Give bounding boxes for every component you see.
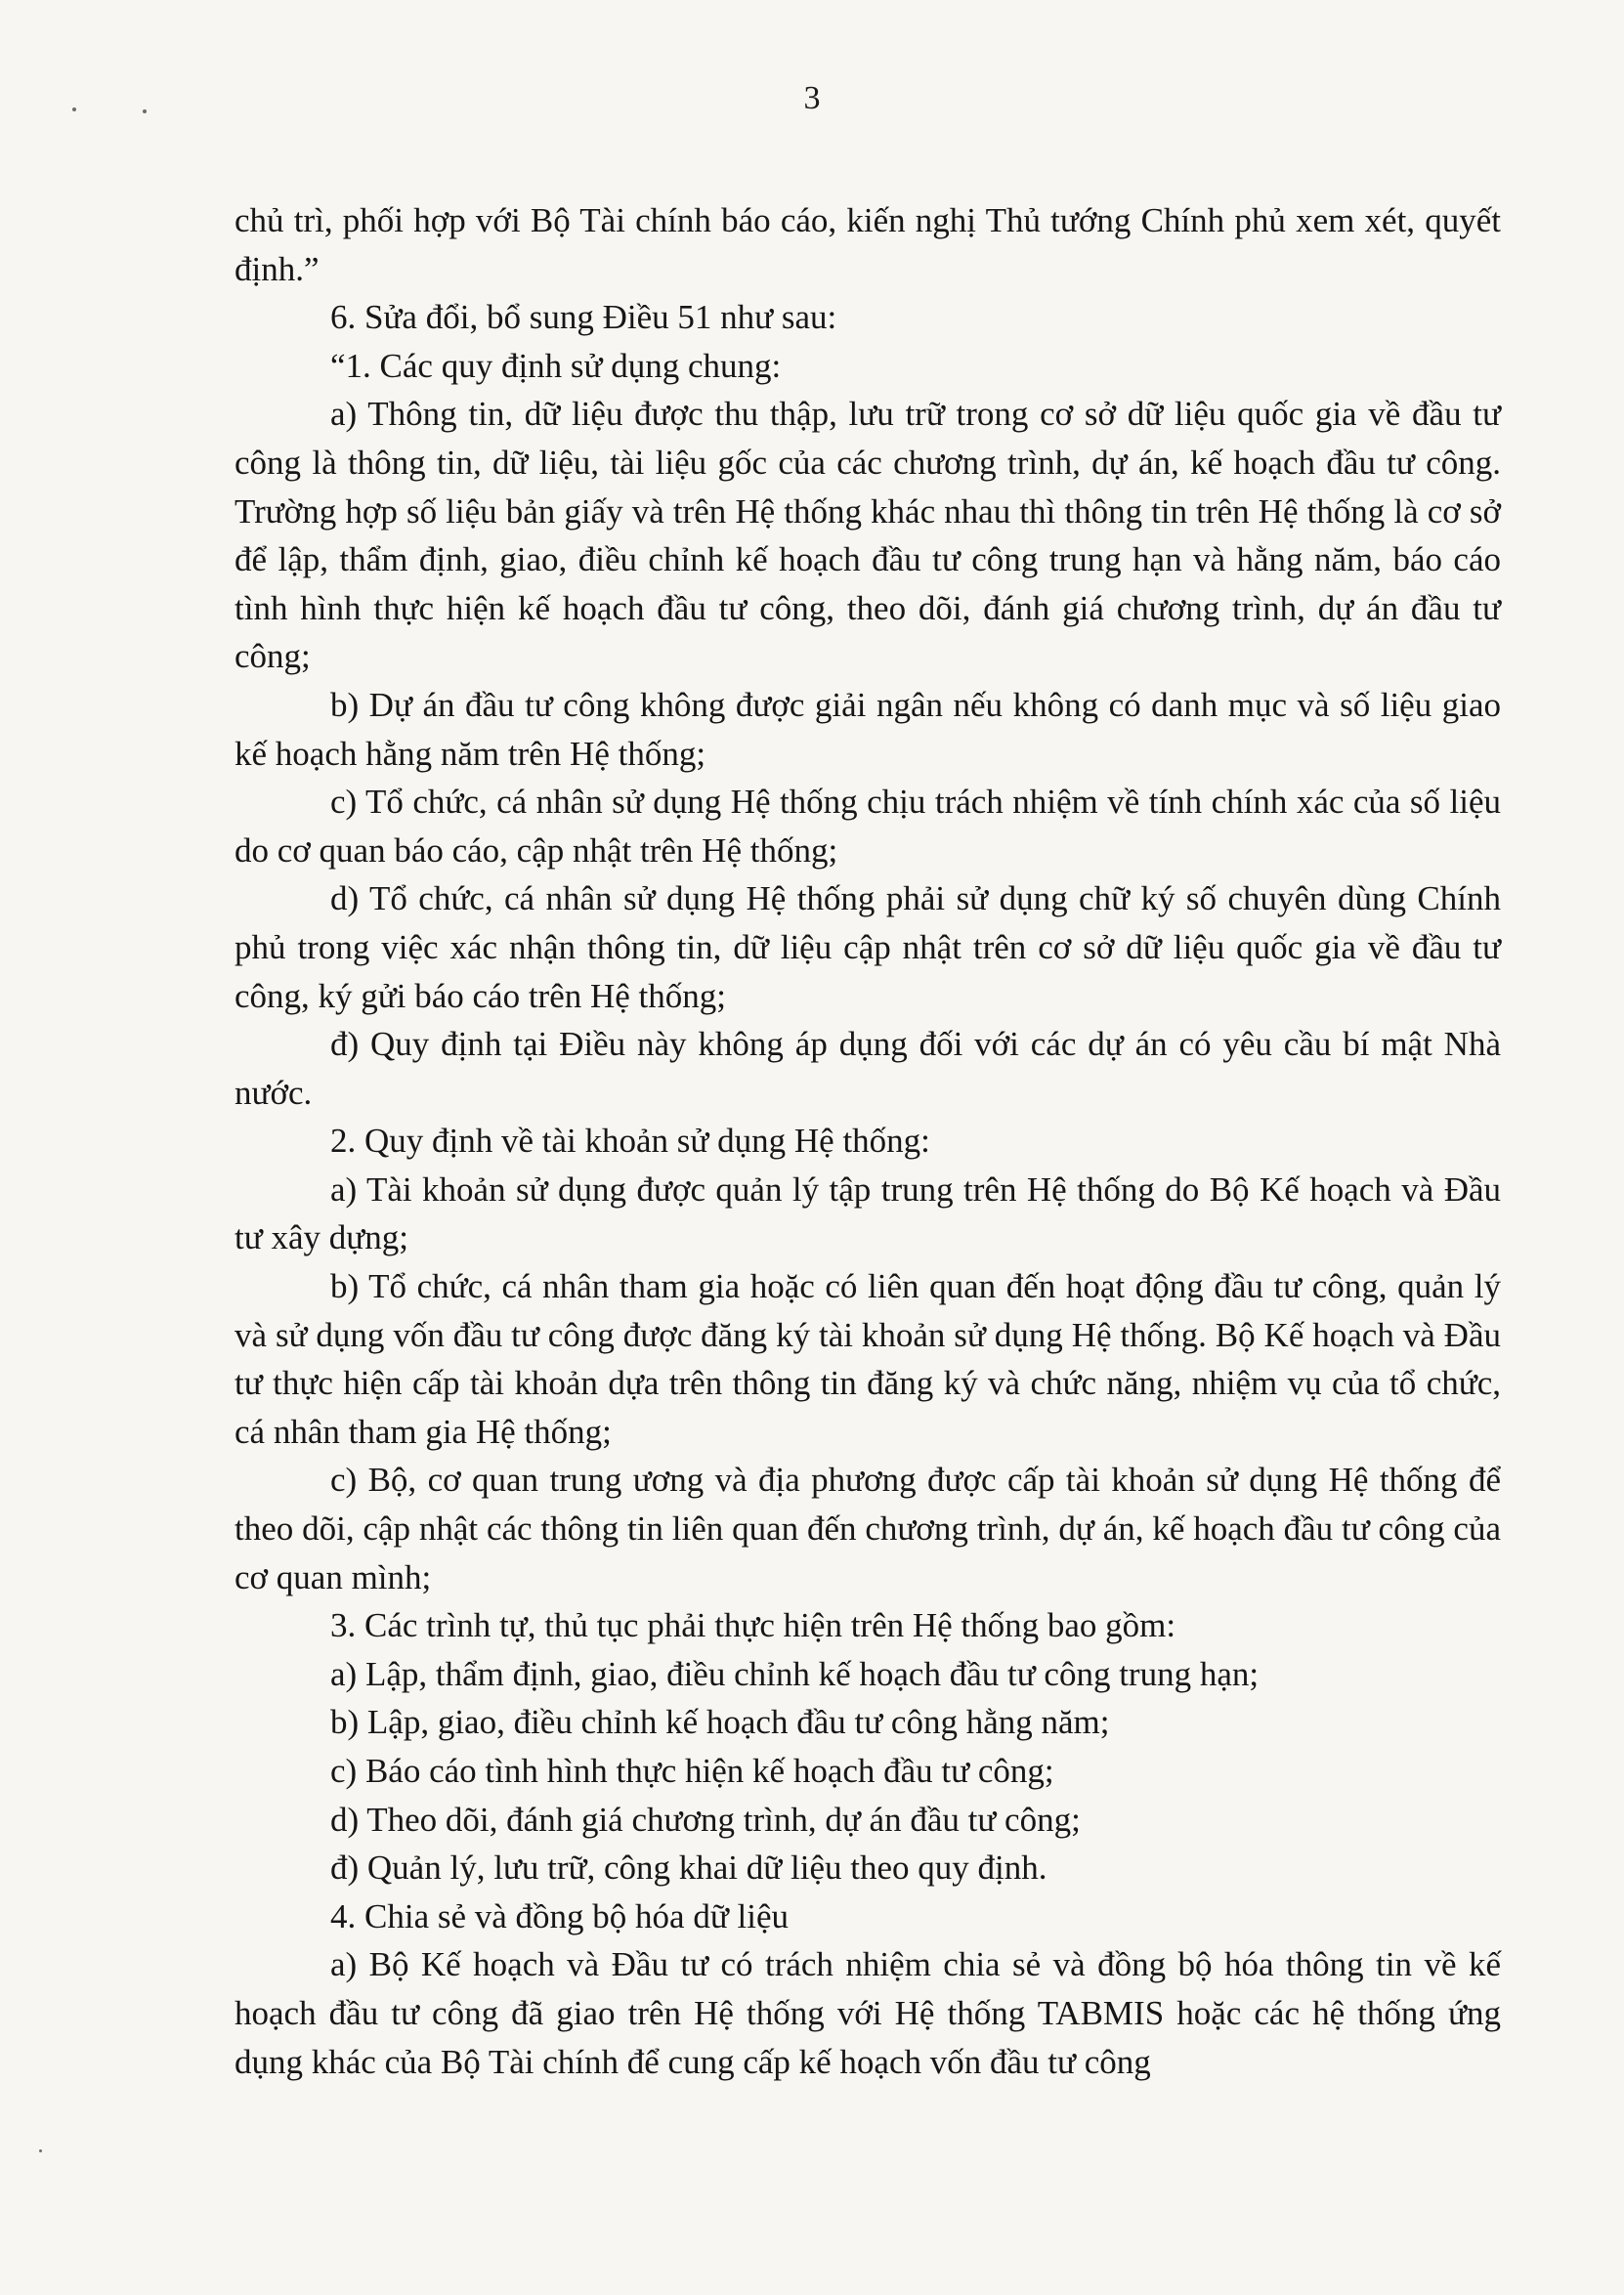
paragraph: d) Theo dõi, đánh giá chương trình, dự án đầu tư công; bbox=[330, 1800, 1081, 1839]
paragraph: chủ trì, phối hợp với Bộ Tài chính báo cáo, kiến nghị Thủ tướng Chính phủ xem xét, quyết định.” bbox=[235, 201, 1501, 288]
paragraph: 6. Sửa đổi, bổ sung Điều 51 như sau: bbox=[330, 298, 837, 337]
paragraph: b) Dự án đầu tư công không được giải ngân nếu không có danh mục và số liệu giao kế hoạch hằng năm trên Hệ thống; bbox=[235, 685, 1501, 773]
document-body bbox=[235, 196, 1501, 2086]
paragraph: c) Bộ, cơ quan trung ương và địa phương được cấp tài khoản sử dụng Hệ thống để theo dõi, cập nhật các thông tin liên quan đến chương trình, dự án, kế hoạch đầu tư công của cơ quan mình; bbox=[235, 1461, 1501, 1596]
scan-speck bbox=[39, 2149, 42, 2152]
paragraph: a) Thông tin, dữ liệu được thu thập, lưu trữ trong cơ sở dữ liệu quốc gia về đầu tư công là thông tin, dữ liệu, tài liệu gốc của các chương trình, dự án, kế hoạch đầu tư công. Trường hợp số liệu bản giấy và trên Hệ thống khác nhau thì thông tin trên Hệ thống là cơ sở để lập, thẩm định, giao, điều chỉnh kế hoạch đầu tư công trung hạn và hằng năm, báo cáo tình hình thực hiện kế hoạch đầu tư công, theo dõi, đánh giá chương trình, dự án đầu tư công; bbox=[235, 395, 1501, 676]
paragraph: c) Tổ chức, cá nhân sử dụng Hệ thống chịu trách nhiệm về tính chính xác của số liệu do cơ quan báo cáo, cập nhật trên Hệ thống; bbox=[235, 783, 1501, 870]
paragraph: “1. Các quy định sử dụng chung: bbox=[330, 346, 782, 385]
paragraph: 3. Các trình tự, thủ tục phải thực hiện trên Hệ thống bao gồm: bbox=[330, 1606, 1176, 1645]
paragraph: 2. Quy định về tài khoản sử dụng Hệ thống: bbox=[330, 1122, 930, 1161]
paragraph: 4. Chia sẻ và đồng bộ hóa dữ liệu bbox=[330, 1896, 790, 1935]
paragraph: b) Lập, giao, điều chỉnh kế hoạch đầu tư công hằng năm; bbox=[330, 1703, 1110, 1742]
paragraph: a) Tài khoản sử dụng được quản lý tập trung trên Hệ thống do Bộ Kế hoạch và Đầu tư xây dựng; bbox=[235, 1169, 1501, 1257]
paragraph: b) Tổ chức, cá nhân tham gia hoặc có liên quan đến hoạt động đầu tư công, quản lý và sử dụng vốn đầu tư công được đăng ký tài khoản sử dụng Hệ thống. Bộ Kế hoạch và Đầu tư thực hiện cấp tài khoản dựa trên thông tin đăng ký và chức năng, nhiệm vụ của tổ chức, cá nhân tham gia Hệ thống; bbox=[235, 1267, 1501, 1451]
paragraph: a) Bộ Kế hoạch và Đầu tư có trách nhiệm chia sẻ và đồng bộ hóa thông tin về kế hoạch đầu tư công đã giao trên Hệ thống với Hệ thống TABMIS hoặc các hệ thống ứng dụng khác của Bộ Tài chính để cung cấp kế hoạch vốn đầu tư công bbox=[235, 1945, 1501, 2081]
page-number: 3 bbox=[803, 80, 821, 116]
paragraph: đ) Quản lý, lưu trữ, công khai dữ liệu theo quy định. bbox=[330, 1849, 1047, 1888]
paragraph: a) Lập, thẩm định, giao, điều chỉnh kế hoạch đầu tư công trung hạn; bbox=[330, 1654, 1260, 1693]
paragraph: d) Tổ chức, cá nhân sử dụng Hệ thống phải sử dụng chữ ký số chuyên dùng Chính phủ trong việc xác nhận thông tin, dữ liệu cập nhật trên cơ sở dữ liệu quốc gia về đầu tư công, ký gửi báo cáo trên Hệ thống; bbox=[235, 879, 1501, 1015]
paragraph: đ) Quy định tại Điều này không áp dụng đối với các dự án có yêu cầu bí mật Nhà nước. bbox=[235, 1025, 1501, 1112]
paragraph: c) Báo cáo tình hình thực hiện kế hoạch đầu tư công; bbox=[330, 1752, 1054, 1790]
